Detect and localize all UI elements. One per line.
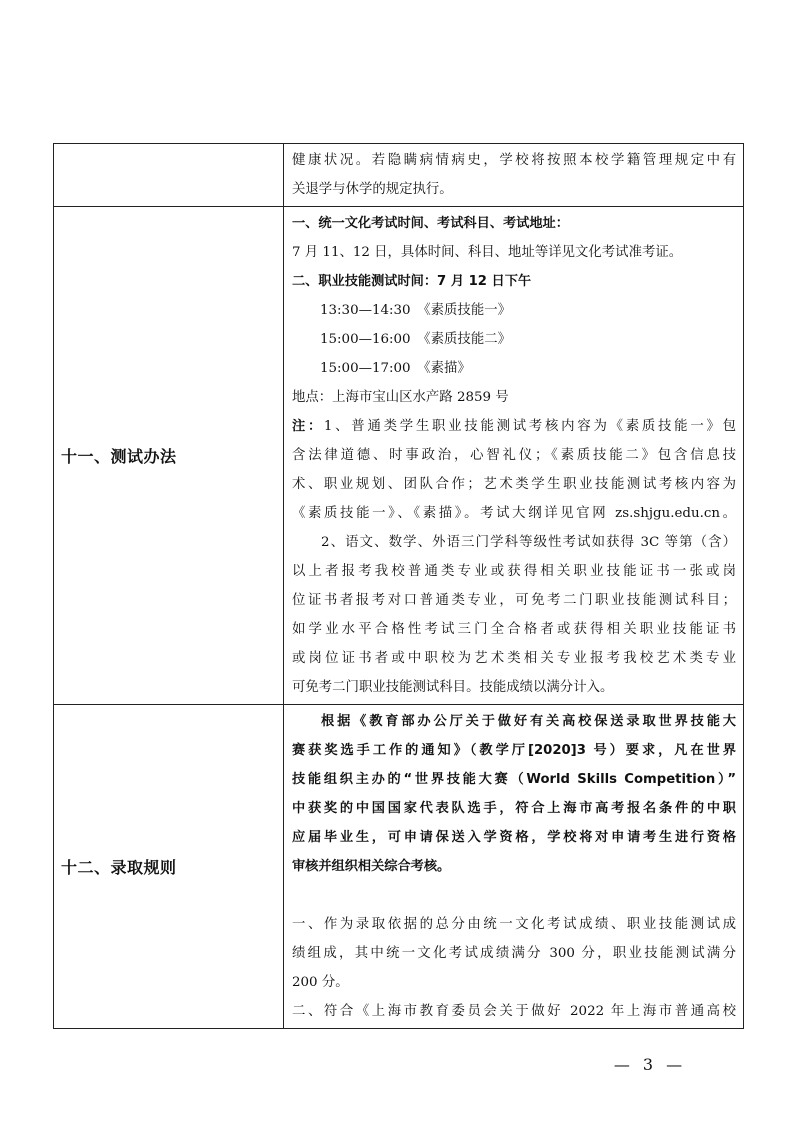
note-prefix: 注：	[292, 419, 324, 434]
text-line: 200 分。	[292, 975, 349, 990]
row-content-cell	[284, 144, 744, 207]
text-line: 2、语文、数学、外语三门学科等级性考试如获得 3C 等第（含）	[321, 535, 736, 550]
page-number: — 3 —	[613, 1055, 687, 1074]
text-line: 绩组成，其中统一文化考试成绩满分 300 分，职业技能测试满分	[292, 946, 736, 961]
document-table	[53, 143, 744, 1029]
text-line: 审核并组织相关综合考核。	[292, 859, 451, 874]
row-label-cell	[54, 207, 284, 705]
text-line: 位证书者报考对口普通类专业，可免考二门职业技能测试科目；	[292, 593, 736, 608]
text-line: 一、作为录取依据的总分由统一文化考试成绩、职业技能测试成	[292, 917, 736, 932]
text-line: 《素质技能一》、《素描》。考试大纲详见官网 zs.shjgu.edu.cn。	[292, 506, 736, 521]
text-line: 赛获奖选手工作的通知》（教学厅[2020]3 号）要求，凡在世界	[292, 743, 736, 758]
row-content-cell	[284, 705, 744, 1029]
text-line: 二、符合《上海市教育委员会关于做好 2022 年上海市普通高校	[292, 1004, 736, 1019]
text-line: 如学业水平合格性考试三门全合格者或获得相关职业技能证书	[292, 622, 736, 637]
text-line: 中获奖的中国国家代表队选手，符合上海市高考报名条件的中职	[292, 801, 736, 816]
row-label: 十二、录取规则	[61, 858, 177, 877]
note-line	[292, 412, 736, 441]
row-label-cell	[54, 705, 284, 1029]
schedule-line: 15:00—16:00 《素质技能二》	[320, 332, 511, 347]
spacer	[292, 881, 736, 910]
text-line: 根据《教育部办公厅关于做好有关高校保送录取世界技能大	[321, 714, 736, 729]
text-line: 含法律道德、时事政治，心智礼仪；《素质技能二》包含信息技	[292, 448, 736, 463]
text-line: 7 月 11、12 日，具体时间、科目、地址等详见文化考试准考证。	[292, 245, 683, 260]
table-row-health	[54, 144, 744, 207]
table-row-admission-rules	[54, 705, 744, 1029]
section-heading: 二、职业技能测试时间：7 月 12 日下午	[292, 274, 532, 289]
row-label-cell	[54, 144, 284, 207]
text-line: 技能组织主办的“世界技能大赛（World Skills Competition）”	[292, 772, 736, 787]
text-line: 可免考二门职业技能测试科目。技能成绩以满分计入。	[292, 680, 614, 695]
text-line: 地点：上海市宝山区水产路 2859 号	[292, 390, 509, 405]
table-row-test-method	[54, 207, 744, 705]
section-heading: 一、统一文化考试时间、考试科目、考试地址：	[292, 216, 569, 231]
text-line: 以上者报考我校普通类专业或获得相关职业技能证书一张或岗	[292, 564, 736, 579]
text-line: 健康状况。若隐瞒病情病史，学校将按照本校学籍管理规定中有	[292, 153, 736, 168]
text-line: 或岗位证书者或中职校为艺术类相关专业报考我校艺术类专业	[292, 651, 736, 666]
text-line: 关退学与休学的规定执行。	[292, 182, 453, 197]
row-label: 十一、测试办法	[61, 447, 177, 466]
text-line: 术、职业规划、团队合作；艺术类学生职业技能测试考核内容为	[292, 477, 736, 492]
schedule-line: 13:30—14:30 《素质技能一》	[320, 303, 511, 318]
text-line: 应届毕业生，可申请保送入学资格，学校将对申请考生进行资格	[292, 830, 736, 845]
note-text: 1、普通类学生职业技能测试考核内容为《素质技能一》包	[323, 419, 736, 434]
schedule-line: 15:00—17:00 《素描》	[320, 361, 471, 376]
row-content-cell	[284, 207, 744, 705]
